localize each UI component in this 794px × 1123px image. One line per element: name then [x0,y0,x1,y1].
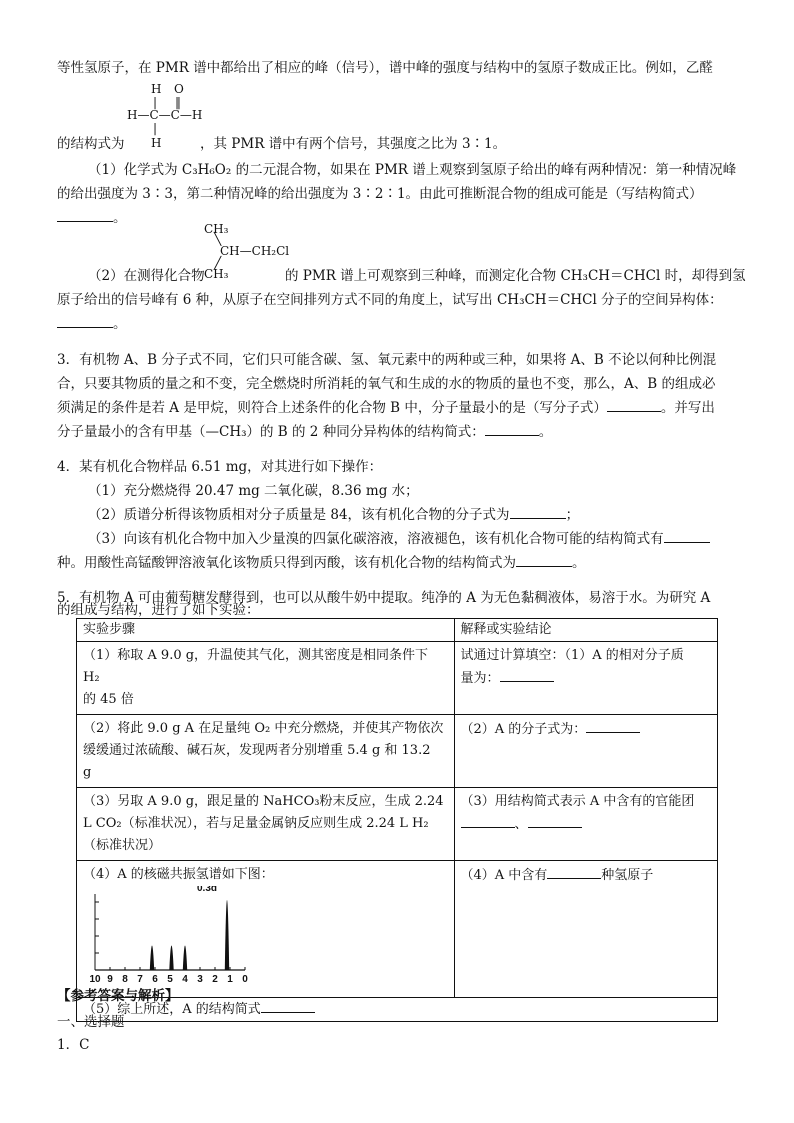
spectrum-peak [150,946,154,971]
x-tick-label: 3 [197,974,203,985]
intro-line-2-suffix: ，其 PMR 谱中有两个信号，其强度之比为 3∶1。 [200,136,507,152]
q4-line-2: （1）充分燃烧得 20.47 mg 二氧化碳，8.36 mg 水； [88,483,419,499]
answers-section-1: 一、选择题 [57,1014,125,1030]
table-row: （4）A 的核磁共振氢谱如下图： 10 9 8 7 6 5 4 3 2 1 0 0.3d （4）A 中含有 种氢原子 [77,861,718,998]
answer-1: 1．C [57,1037,90,1053]
answer-blank[interactable] [664,528,710,543]
q4-line-1: 4．某有机化合物样品 6.51 mg，对其进行如下操作： [57,459,383,475]
experiment-table [76,618,718,1022]
acetaldehyde-h-bottom: H [151,136,162,150]
chart-annotation: 0.3d [197,886,218,894]
answers-heading: 【参考答案与解析】 [57,988,179,1004]
x-tick-label: 10 [89,974,101,985]
q2-1-line-1: （1）化学式为 C₃H₆O₂ 的二元混合物，如果在 PMR 谱上观察到氢原子给出的峰有两种情况：第一种情况峰 [88,162,737,178]
intro-line-1: 等性氢原子，在 PMR 谱中都给出了相应的峰（信号），谱中峰的强度与结构中的氢原子数成正比。例如，乙醛 [57,60,713,76]
answer-blank[interactable] [57,207,113,222]
answer-blank[interactable] [461,813,515,828]
q3-line-1: 3．有机物 A、B 分子式不同，它们只可能含碳、氢、氧元素中的两种或三种，如果将 A、B 不论以何种比例混 [57,352,717,368]
q2-2-line-1-prefix: （2）在测得化合物 [88,268,205,284]
q3-line-4: 分子量最小的含有甲基（—CH₃）的 B 的 2 种同分异构体的结构简式： 。 [57,420,737,444]
acetaldehyde-o: O [174,82,184,96]
answer-blank[interactable] [485,421,539,436]
spectrum-peak [183,946,187,971]
x-tick-label: 0 [242,974,248,985]
q2-2-line-1-suffix: 的 PMR 谱上可观察到三种峰，而测定化合物 CH₃CH＝CHCl 时，却得到氢 [285,268,746,284]
q5-line-1: 5．有机物 A 可由葡萄糖发酵得到，也可以从酸牛奶中提取。纯净的 A 为无色黏稠液体，易溶于水。为研究 A [57,590,711,606]
answer-blank[interactable] [586,718,640,733]
answer-blank[interactable] [516,552,572,567]
answer-blank[interactable] [547,864,601,879]
x-tick-label: 4 [182,974,188,985]
q4-line-5: 种。用酸性高锰酸钾溶液氧化该物质只得到丙酸，该有机化合物的结构简式为 。 [57,551,737,575]
x-tick-label: 2 [212,974,218,985]
answer-blank[interactable] [500,667,554,682]
q2-2-line-2: 原子给出的信号峰有 6 种，从原子在空间排列方式不同的角度上，试写出 CH₃CH＝CHCl 分子的空间异构体： [57,292,723,308]
q3-line-3: 须满足的条件是若 A 是甲烷，则符合上述条件的化合物 B 中，分子量最小的是（写分子式） 。并写出 [57,396,737,420]
x-tick-label: 5 [167,974,173,985]
x-tick-label: 1 [227,974,233,985]
x-tick-label: 9 [107,974,113,985]
table-row: （3）另取 A 9.0 g，跟足量的 NaHCO₃粉末反应，生成 2.24 L CO₂（标准状况），若与足量金属钠反应则生成 2.24 L H₂ （标准状况） （3）用结构简式表示 A 中含有的官能团 、 [77,788,718,861]
table-row: （5）综上所述，A 的结构简式 [77,998,718,1022]
header-conclusion: 解释或实验结论 [454,619,718,642]
answer-blank[interactable] [528,813,582,828]
q4-line-4: （3）向该有机化合物中加入少量溴的四氯化碳溶液，溶液褪色，该有机化合物可能的结构简式有 [88,527,738,551]
acetaldehyde-double-bond: ‖ [175,95,181,109]
q2-2-line-3: 。 [57,312,737,336]
q5-line-2: 的组成与结构，进行了如下实验： [57,602,260,618]
table-header-row [77,619,718,642]
intro-line-2-prefix: 的结构式为 [57,136,125,152]
acetaldehyde-chain: H—C—C—H [127,108,203,122]
nmr-spectrum-chart [83,886,253,986]
table-row: （2）将此 9.0 g A 在足量纯 O₂ 中充分燃烧，并使其产物依次 缓缓通过浓硫酸、碱石灰，发现两者分别增重 5.4 g 和 13.2 g （2）A 的分子式为： [77,715,718,788]
q2-1-line-2: 的给出强度为 3∶3，第二种情况峰的给出强度为 3∶2∶1。由此可推断混合物的组成可能是（写结构简式） [57,186,703,202]
acetaldehyde-h-top: H [151,82,162,96]
x-tick-label: 7 [137,974,143,985]
q4-line-3: （2）质谱分析得该物质相对分子质量是 84，该有机化合物的分子式为 ； [88,503,738,527]
answer-blank[interactable] [510,504,566,519]
q2-1-line-3: 。 [57,206,737,230]
answer-blank[interactable] [607,397,661,412]
q3-line-2: 合，只要其物质的量之和不变，完全燃烧时所消耗的氧气和生成的水的物质的量也不变，那么，A、B 的组成必 [57,376,716,392]
spectrum-peak [169,946,173,971]
header-steps: 实验步骤 [77,619,455,642]
table-row: （1）称取 A 9.0 g，升温使其气化，测其密度是相同条件下 H₂ 的 45 倍 试通过计算填空：（1）A 的相对分子质 量为： [77,642,718,715]
spectrum-peak [225,900,229,970]
x-tick-label: 8 [122,974,128,985]
x-tick-label: 6 [152,974,158,985]
answer-blank[interactable] [57,313,113,328]
